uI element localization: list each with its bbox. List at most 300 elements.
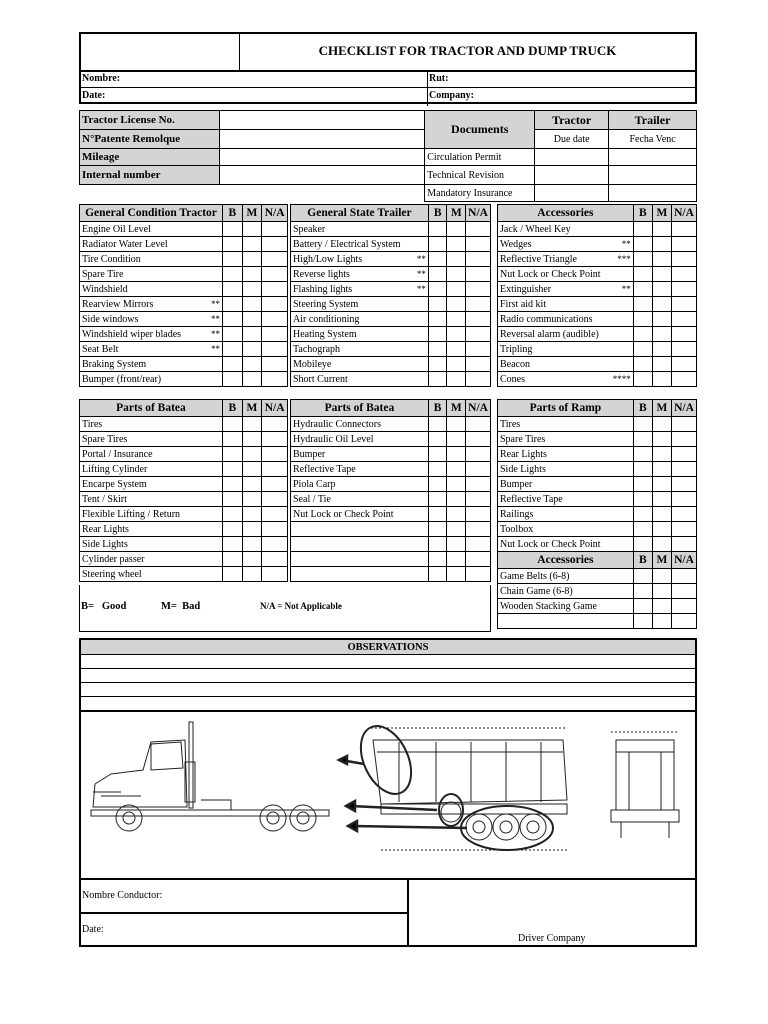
trailer-due-field[interactable] xyxy=(609,166,697,185)
checkbox-m[interactable] xyxy=(447,567,466,582)
checkbox-m[interactable] xyxy=(242,297,262,312)
checkbox-b[interactable] xyxy=(428,567,447,582)
trailer-plate-field[interactable] xyxy=(219,130,424,149)
checkbox-b[interactable] xyxy=(428,282,447,297)
checkbox-b[interactable] xyxy=(633,342,652,357)
checkbox-m[interactable] xyxy=(447,537,466,552)
checklist-item xyxy=(80,312,223,327)
checkbox-na[interactable] xyxy=(262,312,288,327)
checkbox-m[interactable] xyxy=(652,522,671,537)
checkbox-m[interactable] xyxy=(447,507,466,522)
checkbox-na[interactable] xyxy=(466,327,491,342)
checkbox-m[interactable] xyxy=(447,462,466,477)
checkbox-na[interactable] xyxy=(672,222,697,237)
checklist-item-label xyxy=(291,567,429,582)
observations-line[interactable] xyxy=(81,697,695,710)
checklist-item xyxy=(498,372,634,387)
internal-number-field[interactable] xyxy=(219,166,424,185)
checkbox-m[interactable] xyxy=(242,372,262,387)
checkbox-m[interactable] xyxy=(652,297,671,312)
checkbox-na[interactable] xyxy=(466,312,491,327)
checkbox-b[interactable] xyxy=(222,372,242,387)
checkbox-na[interactable] xyxy=(262,447,288,462)
checkbox-na[interactable] xyxy=(672,372,697,387)
checklist-item-mark: ** xyxy=(210,328,220,339)
checkbox-b[interactable] xyxy=(222,327,242,342)
checkbox-b[interactable] xyxy=(428,432,447,447)
checklist-item-label: Seal / Tie xyxy=(291,492,429,507)
parts-of-ramp-title: Parts of Ramp xyxy=(498,400,634,417)
checklist-item-label: Heating System xyxy=(293,328,357,340)
checkbox-b[interactable] xyxy=(222,462,242,477)
checkbox-b[interactable] xyxy=(428,342,447,357)
checkbox-b[interactable] xyxy=(633,584,652,599)
checkbox-b[interactable] xyxy=(633,569,652,584)
document-label: Circulation Permit xyxy=(425,149,535,166)
date-field[interactable] xyxy=(141,89,426,104)
checklist-item xyxy=(291,327,429,342)
checkbox-b[interactable] xyxy=(428,357,447,372)
checkbox-b[interactable] xyxy=(428,507,447,522)
checkbox-na[interactable] xyxy=(262,417,288,432)
checkbox-b[interactable] xyxy=(428,447,447,462)
checkbox-na[interactable] xyxy=(262,372,288,387)
date-label: Date: xyxy=(82,90,106,101)
checkbox-na[interactable] xyxy=(672,252,697,267)
checkbox-na[interactable] xyxy=(466,342,491,357)
checkbox-b[interactable] xyxy=(633,599,652,614)
checkbox-m[interactable] xyxy=(447,522,466,537)
checkbox-b[interactable] xyxy=(633,447,652,462)
checkbox-na[interactable] xyxy=(262,507,288,522)
checkbox-b[interactable] xyxy=(633,282,652,297)
checkbox-b[interactable] xyxy=(222,432,242,447)
driver-company-signature-area[interactable] xyxy=(411,882,693,926)
checklist-item-label: Nut Lock or Check Point xyxy=(500,268,601,280)
observations-line[interactable] xyxy=(81,683,695,697)
logo-area xyxy=(81,34,240,70)
checkbox-m[interactable] xyxy=(242,222,262,237)
checkbox-m[interactable] xyxy=(447,492,466,507)
checkbox-b[interactable] xyxy=(633,357,652,372)
checkbox-na[interactable] xyxy=(466,237,491,252)
checklist-item-label: Beacon xyxy=(500,358,530,370)
checklist-item xyxy=(80,327,223,342)
checkbox-na[interactable] xyxy=(466,297,491,312)
checkbox-m[interactable] xyxy=(652,327,671,342)
checkbox-na[interactable] xyxy=(672,297,697,312)
checkbox-na[interactable] xyxy=(672,237,697,252)
checkbox-m[interactable] xyxy=(242,327,262,342)
checkbox-m[interactable] xyxy=(447,327,466,342)
checkbox-m[interactable] xyxy=(652,267,671,282)
vehicle-diagram-box xyxy=(79,712,697,880)
checkbox-m[interactable] xyxy=(242,492,262,507)
checklist-item-label: Extinguisher xyxy=(500,283,552,295)
checkbox-m[interactable] xyxy=(242,417,262,432)
checklist-item-label: Spare Tires xyxy=(498,432,634,447)
checkbox-m[interactable] xyxy=(242,282,262,297)
checkbox-na[interactable] xyxy=(262,342,288,357)
checkbox-na[interactable] xyxy=(466,507,491,522)
nombre-field[interactable] xyxy=(141,72,426,87)
checklist-item xyxy=(291,237,429,252)
checkbox-b[interactable] xyxy=(222,567,242,582)
checkbox-na[interactable] xyxy=(466,477,491,492)
rut-field[interactable] xyxy=(461,72,691,87)
checkbox-m[interactable] xyxy=(652,372,671,387)
checkbox-b[interactable] xyxy=(428,252,447,267)
checkbox-m[interactable] xyxy=(652,237,671,252)
checkbox-b[interactable] xyxy=(633,327,652,342)
checkbox-m[interactable] xyxy=(447,372,466,387)
checklist-item xyxy=(80,357,223,372)
checkbox-na[interactable] xyxy=(262,267,288,282)
checkbox-b[interactable] xyxy=(222,447,242,462)
checkbox-b[interactable] xyxy=(633,492,652,507)
checkbox-b[interactable] xyxy=(222,297,242,312)
checkbox-m[interactable] xyxy=(447,267,466,282)
checkbox-m[interactable] xyxy=(652,492,671,507)
checklist-item xyxy=(498,267,634,282)
checkbox-m[interactable] xyxy=(242,477,262,492)
col-na-header: N/A xyxy=(672,205,697,222)
company-field[interactable] xyxy=(481,89,691,104)
checkbox-b[interactable] xyxy=(633,372,652,387)
checkbox-b[interactable] xyxy=(428,552,447,567)
checklist-item-label: Spare Tires xyxy=(80,432,223,447)
checkbox-na[interactable] xyxy=(466,432,491,447)
checklist-item-label: Rear Lights xyxy=(498,447,634,462)
checkbox-b[interactable] xyxy=(222,312,242,327)
checkbox-na[interactable] xyxy=(466,552,491,567)
checkbox-b[interactable] xyxy=(428,297,447,312)
checklist-item-label: Side windows xyxy=(82,313,139,325)
checkbox-m[interactable] xyxy=(242,252,262,267)
checkbox-b[interactable] xyxy=(633,507,652,522)
checkbox-na[interactable] xyxy=(466,252,491,267)
checklist-item-label: Rear Lights xyxy=(80,522,223,537)
driver-name-field[interactable] xyxy=(176,886,401,906)
checkbox-b[interactable] xyxy=(222,267,242,282)
checkbox-na[interactable] xyxy=(262,522,288,537)
checkbox-m[interactable] xyxy=(242,342,262,357)
checkbox-b[interactable] xyxy=(222,282,242,297)
col-na-header: N/A xyxy=(672,552,697,569)
checkbox-na[interactable] xyxy=(466,522,491,537)
col-b-header: B xyxy=(222,205,242,222)
checklist-item-label: Windshield xyxy=(82,283,128,295)
trailer-due-field[interactable] xyxy=(609,149,697,166)
checkbox-na[interactable] xyxy=(672,357,697,372)
mileage-field[interactable] xyxy=(219,149,424,166)
checkbox-b[interactable] xyxy=(633,417,652,432)
checkbox-m[interactable] xyxy=(652,584,671,599)
checkbox-m[interactable] xyxy=(447,552,466,567)
checkbox-m[interactable] xyxy=(652,537,671,552)
checkbox-na[interactable] xyxy=(466,462,491,477)
checklist-item-mark: ** xyxy=(621,283,631,294)
checklist-item xyxy=(291,282,429,297)
checkbox-na[interactable] xyxy=(672,282,697,297)
tractor-due-field[interactable] xyxy=(535,166,609,185)
checkbox-m[interactable] xyxy=(652,282,671,297)
checkbox-b[interactable] xyxy=(428,372,447,387)
checkbox-b[interactable] xyxy=(222,357,242,372)
col-b-header: B xyxy=(428,205,447,222)
observations-line[interactable] xyxy=(81,669,695,683)
checklist-item-label: High/Low Lights xyxy=(293,253,363,265)
checkbox-m[interactable] xyxy=(652,507,671,522)
documents-header: Documents xyxy=(425,111,535,149)
document-label: Mandatory Insurance xyxy=(425,185,535,202)
checklist-item-label: Bumper xyxy=(291,447,429,462)
checkbox-na[interactable] xyxy=(672,584,697,599)
tractor-due-field[interactable] xyxy=(535,149,609,166)
observations-line[interactable] xyxy=(81,655,695,669)
checkbox-b[interactable] xyxy=(633,267,652,282)
checklist-item-mark: ** xyxy=(210,298,220,309)
checkbox-m[interactable] xyxy=(242,447,262,462)
checkbox-m[interactable] xyxy=(652,222,671,237)
checkbox-na[interactable] xyxy=(672,599,697,614)
checklist-item xyxy=(498,357,634,372)
col-m-header: M xyxy=(652,205,671,222)
checklist-item-label: Tachograph xyxy=(293,343,341,355)
checklist-item xyxy=(291,342,429,357)
checkbox-m[interactable] xyxy=(652,599,671,614)
checkbox-m[interactable] xyxy=(242,567,262,582)
checklist-item xyxy=(498,282,634,297)
checkbox-m[interactable] xyxy=(652,447,671,462)
vehicle-row-label: Tractor License No. xyxy=(80,111,220,130)
checkbox-b[interactable] xyxy=(633,614,652,629)
checkbox-na[interactable] xyxy=(262,432,288,447)
checkbox-m[interactable] xyxy=(242,267,262,282)
checkbox-na[interactable] xyxy=(262,327,288,342)
checklist-item-label: Flexible Lifting / Return xyxy=(80,507,223,522)
checkbox-m[interactable] xyxy=(652,614,671,629)
checkbox-b[interactable] xyxy=(428,537,447,552)
checkbox-m[interactable] xyxy=(652,462,671,477)
checklist-item-label xyxy=(498,614,634,629)
checkbox-m[interactable] xyxy=(447,477,466,492)
checkbox-m[interactable] xyxy=(652,477,671,492)
checklist-item-label: Side Lights xyxy=(498,462,634,477)
checkbox-b[interactable] xyxy=(222,237,242,252)
document-label: Technical Revision xyxy=(425,166,535,185)
ramp-accessories-title: Accessories xyxy=(498,552,634,569)
checkbox-na[interactable] xyxy=(672,462,697,477)
checklist-item-label: Reverse lights xyxy=(293,268,350,280)
checkbox-b[interactable] xyxy=(428,522,447,537)
checklist-item-label: Seat Belt xyxy=(82,343,119,355)
checkbox-na[interactable] xyxy=(262,462,288,477)
tractor-license-field[interactable] xyxy=(219,111,424,130)
checkbox-m[interactable] xyxy=(447,432,466,447)
checkbox-m[interactable] xyxy=(447,312,466,327)
checkbox-na[interactable] xyxy=(672,312,697,327)
checkbox-b[interactable] xyxy=(633,477,652,492)
checklist-item-label: Rearview Mirrors xyxy=(82,298,154,310)
legend-good: B= Good xyxy=(81,601,127,612)
checkbox-b[interactable] xyxy=(222,492,242,507)
checkbox-b[interactable] xyxy=(222,417,242,432)
checkbox-b[interactable] xyxy=(633,252,652,267)
checkbox-m[interactable] xyxy=(447,342,466,357)
checklist-item-label: Spare Tire xyxy=(82,268,124,280)
checkbox-b[interactable] xyxy=(222,477,242,492)
checkbox-na[interactable] xyxy=(672,432,697,447)
checkbox-na[interactable] xyxy=(262,297,288,312)
checkbox-b[interactable] xyxy=(633,537,652,552)
checkbox-na[interactable] xyxy=(672,569,697,584)
checklist-item-label: Wedges xyxy=(500,238,532,250)
checkbox-na[interactable] xyxy=(466,447,491,462)
checkbox-m[interactable] xyxy=(447,417,466,432)
tractor-due-field[interactable] xyxy=(535,185,609,202)
checkbox-m[interactable] xyxy=(447,297,466,312)
checkbox-na[interactable] xyxy=(672,267,697,282)
checkbox-na[interactable] xyxy=(466,567,491,582)
checkbox-m[interactable] xyxy=(242,522,262,537)
checklist-item xyxy=(80,372,223,387)
tractor-drawing xyxy=(91,722,329,831)
checkbox-m[interactable] xyxy=(652,432,671,447)
checkbox-b[interactable] xyxy=(222,252,242,267)
checkbox-na[interactable] xyxy=(672,492,697,507)
checkbox-b[interactable] xyxy=(633,297,652,312)
checkbox-m[interactable] xyxy=(447,357,466,372)
checkbox-na[interactable] xyxy=(672,537,697,552)
checklist-item xyxy=(80,282,223,297)
checkbox-m[interactable] xyxy=(447,447,466,462)
checkbox-na[interactable] xyxy=(672,417,697,432)
checkbox-m[interactable] xyxy=(242,507,262,522)
checkbox-m[interactable] xyxy=(242,462,262,477)
checklist-item-label: Hydraulic Connectors xyxy=(291,417,429,432)
checkbox-na[interactable] xyxy=(466,282,491,297)
checkbox-m[interactable] xyxy=(242,237,262,252)
checkbox-na[interactable] xyxy=(672,477,697,492)
checkbox-m[interactable] xyxy=(447,282,466,297)
checkbox-na[interactable] xyxy=(466,492,491,507)
checkbox-na[interactable] xyxy=(672,327,697,342)
checkbox-m[interactable] xyxy=(242,357,262,372)
checkbox-b[interactable] xyxy=(428,462,447,477)
checkbox-b[interactable] xyxy=(428,492,447,507)
checkbox-m[interactable] xyxy=(652,342,671,357)
checkbox-b[interactable] xyxy=(633,432,652,447)
checkbox-na[interactable] xyxy=(262,357,288,372)
checkbox-na[interactable] xyxy=(262,222,288,237)
checkbox-b[interactable] xyxy=(222,222,242,237)
checkbox-b[interactable] xyxy=(633,522,652,537)
checklist-item xyxy=(80,222,223,237)
checkbox-m[interactable] xyxy=(447,252,466,267)
checkbox-na[interactable] xyxy=(672,522,697,537)
checkbox-m[interactable] xyxy=(652,312,671,327)
checkbox-na[interactable] xyxy=(466,222,491,237)
checkbox-na[interactable] xyxy=(262,567,288,582)
col-m-header: M xyxy=(447,400,466,417)
footer-date-field[interactable] xyxy=(111,918,401,940)
checkbox-na[interactable] xyxy=(466,357,491,372)
checkbox-na[interactable] xyxy=(466,417,491,432)
checkbox-na[interactable] xyxy=(262,252,288,267)
checklist-item-label: Tent / Skirt xyxy=(80,492,223,507)
checkbox-na[interactable] xyxy=(262,282,288,297)
checklist-item xyxy=(291,297,429,312)
checkbox-m[interactable] xyxy=(242,552,262,567)
checkbox-na[interactable] xyxy=(262,492,288,507)
checkbox-na[interactable] xyxy=(466,267,491,282)
checklist-item xyxy=(80,252,223,267)
checkbox-na[interactable] xyxy=(262,537,288,552)
checkbox-b[interactable] xyxy=(222,342,242,357)
checkbox-b[interactable] xyxy=(428,417,447,432)
checkbox-na[interactable] xyxy=(672,507,697,522)
checkbox-na[interactable] xyxy=(466,537,491,552)
checkbox-na[interactable] xyxy=(672,614,697,629)
checkbox-m[interactable] xyxy=(242,537,262,552)
checkbox-b[interactable] xyxy=(222,522,242,537)
checkbox-na[interactable] xyxy=(672,342,697,357)
parts-of-ramp-table xyxy=(497,399,697,629)
checkbox-b[interactable] xyxy=(428,327,447,342)
checkbox-na[interactable] xyxy=(466,372,491,387)
legend-box xyxy=(79,585,491,632)
trailer-due-field[interactable] xyxy=(609,185,697,202)
checkbox-b[interactable] xyxy=(222,507,242,522)
checklist-item-label: Tires xyxy=(498,417,634,432)
checkbox-b[interactable] xyxy=(428,312,447,327)
general-condition-tractor-table xyxy=(79,204,288,387)
checkbox-m[interactable] xyxy=(447,237,466,252)
checkbox-b[interactable] xyxy=(633,237,652,252)
checkbox-b[interactable] xyxy=(633,312,652,327)
checkbox-b[interactable] xyxy=(633,222,652,237)
driver-name-label: Nombre Conductor: xyxy=(82,890,163,901)
checkbox-b[interactable] xyxy=(222,537,242,552)
checkbox-b[interactable] xyxy=(428,222,447,237)
checklist-item xyxy=(498,297,634,312)
checkbox-b[interactable] xyxy=(222,552,242,567)
col-na-header: N/A xyxy=(466,400,491,417)
checkbox-b[interactable] xyxy=(428,237,447,252)
col-m-header: M xyxy=(652,400,671,417)
checkbox-m[interactable] xyxy=(242,312,262,327)
checkbox-na[interactable] xyxy=(672,447,697,462)
checkbox-m[interactable] xyxy=(652,252,671,267)
checkbox-m[interactable] xyxy=(447,222,466,237)
checkbox-b[interactable] xyxy=(633,462,652,477)
general-state-trailer-title: General State Trailer xyxy=(291,205,429,222)
checkbox-m[interactable] xyxy=(652,569,671,584)
checklist-item-mark: ** xyxy=(621,238,631,249)
checkbox-na[interactable] xyxy=(262,477,288,492)
checkbox-na[interactable] xyxy=(262,237,288,252)
checkbox-b[interactable] xyxy=(428,267,447,282)
observations-title: OBSERVATIONS xyxy=(81,640,695,655)
checkbox-m[interactable] xyxy=(652,357,671,372)
checkbox-b[interactable] xyxy=(428,477,447,492)
checklist-item xyxy=(498,327,634,342)
checkbox-m[interactable] xyxy=(652,417,671,432)
checkbox-m[interactable] xyxy=(242,432,262,447)
checkbox-na[interactable] xyxy=(262,552,288,567)
checklist-item-label: Hydraulic Oil Level xyxy=(291,432,429,447)
